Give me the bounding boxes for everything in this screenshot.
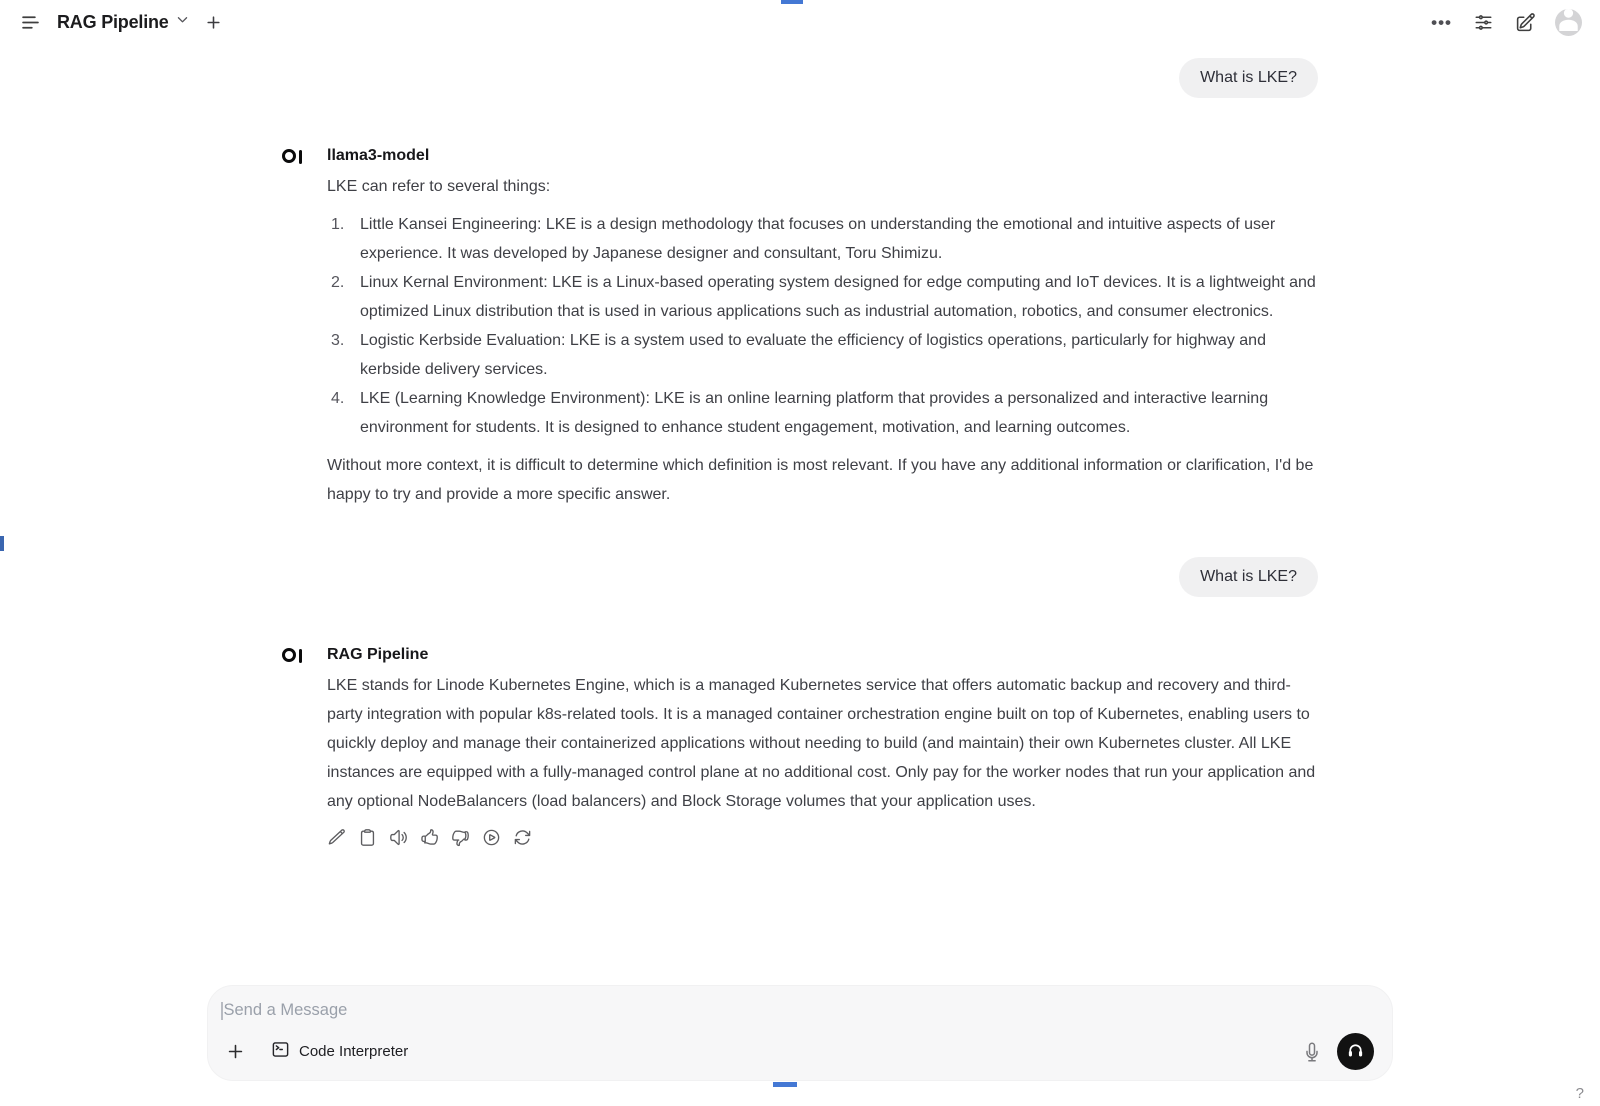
clipboard-icon <box>358 828 377 847</box>
open-webui-logo-icon <box>282 644 307 666</box>
read-aloud-button[interactable] <box>386 825 411 850</box>
assistant-message <box>282 145 1318 509</box>
speaker-icon <box>389 828 408 847</box>
plus-icon <box>205 14 222 31</box>
user-message-row <box>282 58 1318 98</box>
list-item <box>327 268 1318 326</box>
code-interpreter-label: Code Interpreter <box>299 1043 409 1060</box>
new-chat-plus-button[interactable] <box>203 12 224 33</box>
top-bar <box>0 0 1600 44</box>
list-item-number: 2. <box>331 274 345 291</box>
assistant-message <box>282 644 1318 850</box>
numbered-list <box>327 210 1318 442</box>
chat-controls-button[interactable] <box>1471 10 1496 35</box>
plus-icon <box>226 1042 245 1061</box>
list-item <box>327 210 1318 268</box>
microphone-button[interactable] <box>1300 1040 1324 1064</box>
list-item-number: 4. <box>331 390 345 407</box>
list-item <box>327 384 1318 442</box>
code-interpreter-toggle[interactable] <box>271 1040 408 1064</box>
sidebar-toggle-button[interactable] <box>18 10 43 35</box>
user-message-bubble: What is LKE? <box>1179 58 1318 98</box>
user-message-row <box>282 557 1318 597</box>
chat-messages <box>282 58 1318 850</box>
regenerate-icon <box>513 828 532 847</box>
pencil-icon <box>327 828 346 847</box>
model-name: RAG Pipeline <box>327 646 429 663</box>
sidebar-toggle-icon <box>20 12 41 33</box>
microphone-icon <box>1302 1042 1322 1062</box>
list-item-number: 3. <box>331 332 345 349</box>
chevron-down-icon <box>176 13 189 31</box>
message-paragraph: LKE can refer to several things: <box>327 178 551 195</box>
message-composer <box>207 985 1393 1081</box>
selection-marker-bottom <box>773 1082 797 1087</box>
thumbs-up-button[interactable] <box>417 825 442 850</box>
list-item-text: Logistic Kerbside Evaluation: LKE is a system used to evaluate the efficiency of logistics operations, particularly for highway and kerbside delivery services. <box>360 332 1266 378</box>
message-input-placeholder: Send a Message <box>223 1001 348 1019</box>
model-name: llama3-model <box>327 147 430 164</box>
message-input[interactable] <box>220 1001 1378 1020</box>
regenerate-button[interactable] <box>510 825 535 850</box>
list-item <box>327 326 1318 384</box>
headphones-icon <box>1345 1040 1366 1064</box>
pencil-square-icon <box>1515 12 1536 33</box>
user-message-bubble: What is LKE? <box>1179 557 1318 597</box>
edit-message-button[interactable] <box>324 825 349 850</box>
message-actions <box>324 825 1318 850</box>
text-caret <box>221 1002 223 1020</box>
message-paragraph: LKE stands for Linode Kubernetes Engine, which is a managed Kubernetes service that offers automatic backup and recovery and third-party integration with popular k8s-related tools. It is a managed container orchestration engine built on top of Kubernetes, enabling users to quickly deploy and manage their containerized applications without needing to build (and maintain) their own Kubernetes cluster. All LKE instances are equipped with a fully-managed control plane at no additional cost. Only pay for the worker nodes that run your application and any optional NodeBalancers (load balancers) and Block Storage volumes that your application uses. <box>327 677 1316 810</box>
selection-marker-top <box>781 0 803 4</box>
attach-plus-button[interactable] <box>224 1040 247 1063</box>
list-item-number: 1. <box>331 216 345 233</box>
new-chat-button[interactable] <box>1513 10 1538 35</box>
play-circle-icon <box>482 828 501 847</box>
more-menu-button[interactable] <box>1429 12 1454 33</box>
controls-sliders-icon <box>1473 12 1494 33</box>
voice-call-button[interactable] <box>1337 1033 1374 1070</box>
selection-marker-left <box>0 536 4 551</box>
thumbs-down-icon <box>451 828 470 847</box>
chat-title-dropdown[interactable] <box>57 12 189 33</box>
thumbs-down-button[interactable] <box>448 825 473 850</box>
more-menu-icon: ••• <box>1431 12 1452 32</box>
help-button[interactable]: ? <box>1575 1085 1584 1102</box>
code-interpreter-icon <box>271 1040 290 1064</box>
open-webui-logo-icon <box>282 145 307 167</box>
user-avatar[interactable] <box>1555 9 1582 36</box>
page-title: RAG Pipeline <box>57 11 169 32</box>
user-silhouette-icon <box>1555 9 1582 36</box>
list-item-text: LKE (Learning Knowledge Environment): LKE is an online learning platform that provides a personalized and interactive learning environment for students. It is designed to enhance student engagement, motivation, and learning outcomes. <box>360 390 1269 436</box>
thumbs-up-icon <box>420 828 439 847</box>
continue-response-button[interactable] <box>479 825 504 850</box>
list-item-text: Little Kansei Engineering: LKE is a design methodology that focuses on understanding the emotional and intuitive aspects of user experience. It was developed by Japanese designer and consultant, Toru Shimizu. <box>360 216 1276 262</box>
copy-message-button[interactable] <box>355 825 380 850</box>
message-paragraph: Without more context, it is difficult to determine which definition is most relevant. If you have any additional information or clarification, I'd be happy to try and provide a more specific answer. <box>327 457 1314 503</box>
list-item-text: Linux Kernal Environment: LKE is a Linux-based operating system designed for edge computing and IoT devices. It is a lightweight and optimized Linux distribution that is used in various applications such as industrial automation, robotics, and consumer electronics. <box>360 274 1316 320</box>
